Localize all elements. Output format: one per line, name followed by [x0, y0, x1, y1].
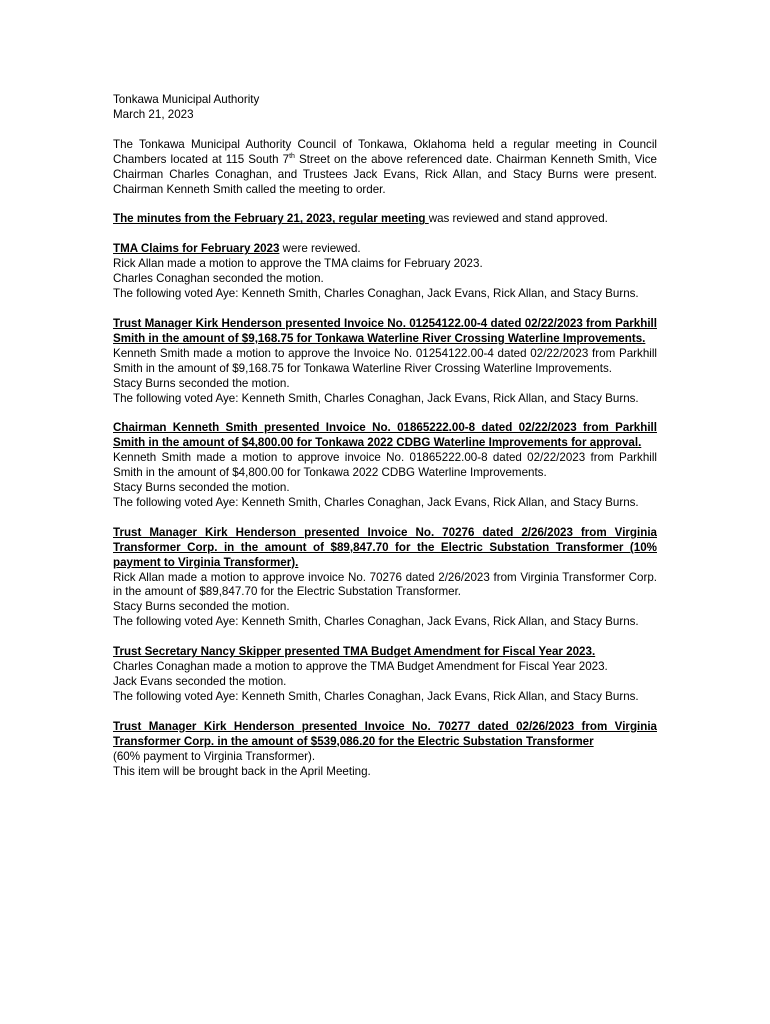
- invoice4-note: This item will be brought back in the April Meeting.: [113, 764, 371, 778]
- invoice1-vote: The following voted Aye: Kenneth Smith, Charles Conaghan, Jack Evans, Rick Allan, and Stacy Burns.: [113, 391, 639, 405]
- intro-superscript: th: [289, 152, 295, 160]
- invoice1-motion: Kenneth Smith made a motion to approve the Invoice No. 01254122.00-4 dated 02/22/2023 from Parkhill Smith in the amount of $9,168.75 for Tonkawa Waterline River Crossing Waterline Improvements.: [113, 346, 657, 375]
- invoice3-second: Stacy Burns seconded the motion.: [113, 600, 290, 614]
- invoice2-motion: Kenneth Smith made a motion to approve invoice No. 01865222.00-8 dated 02/22/2023 from Parkhill Smith in the amount of $4,800.00 for Tonkawa 2022 CDBG Waterline Improvements.: [113, 451, 657, 480]
- invoice2-vote: The following voted Aye: Kenneth Smith, Charles Conaghan, Jack Evans, Rick Allan, and Stacy Burns.: [113, 495, 639, 509]
- claims-heading: TMA Claims for February 2023: [113, 242, 280, 256]
- claims-vote: The following voted Aye: Kenneth Smith, Charles Conaghan, Jack Evans, Rick Allan, and Stacy Burns.: [113, 287, 639, 301]
- invoice2-section: [113, 421, 657, 510]
- invoice4-section: [113, 720, 657, 780]
- invoice3-section: [113, 526, 657, 630]
- minutes-heading: The minutes from the February 21, 2023, regular meeting: [113, 212, 429, 226]
- invoice2-second: Stacy Burns seconded the motion.: [113, 481, 290, 495]
- claims-section: [113, 242, 657, 302]
- intro-text-2: Street on the above referenced date. Chairman Kenneth Smith, Vice Chairman Charles Conaghan, and Trustees Jack Evans, Rick Allan, and Stacy Burns were present. Chairman Kenneth Smith called the meeting to order.: [113, 152, 657, 196]
- invoice1-heading: Trust Manager Kirk Henderson presented Invoice No. 01254122.00-4 dated 02/22/2023 from Parkhill Smith in the amount of $9,168.75 for Tonkawa Waterline River Crossing Waterline Improvements.: [113, 316, 657, 345]
- budget-vote: The following voted Aye: Kenneth Smith, Charles Conaghan, Jack Evans, Rick Allan, and Stacy Burns.: [113, 689, 639, 703]
- intro-text-1: The Tonkawa Municipal Authority Council of Tonkawa, Oklahoma held a regular meeting in Council Chambers located at 115 South 7: [113, 137, 657, 166]
- meeting-date: March 21, 2023: [113, 107, 194, 121]
- invoice2-heading: Chairman Kenneth Smith presented Invoice No. 01865222.00-8 dated 02/22/2023 from Parkhill Smith in the amount of $4,800.00 for Tonkawa 2022 CDBG Waterline Improvements for approval.: [113, 421, 657, 450]
- claims-second: Charles Conaghan seconded the motion.: [113, 272, 324, 286]
- budget-second: Jack Evans seconded the motion.: [113, 675, 287, 688]
- budget-section: [113, 645, 657, 705]
- invoice3-heading: Trust Manager Kirk Henderson presented Invoice No. 70276 dated 2/26/2023 from Virginia Transformer Corp. in the amount of $89,847.70 for the Electric Substation Transformer (10% payment to Virginia Transformer).: [113, 525, 657, 569]
- invoice4-heading-rest: (60% payment to Virginia Transformer).: [113, 749, 316, 763]
- invoice3-motion: Rick Allan made a motion to approve invoice No. 70276 dated 2/26/2023 from Virginia Transformer Corp. in the amount of $89,847.70 for the Electric Substation Transformer.: [113, 570, 657, 599]
- budget-heading: Trust Secretary Nancy Skipper presented TMA Budget Amendment for Fiscal Year 2023.: [113, 645, 596, 659]
- invoice3-vote: The following voted Aye: Kenneth Smith, Charles Conaghan, Jack Evans, Rick Allan, and Stacy Burns.: [113, 615, 639, 629]
- organization-name: Tonkawa Municipal Authority: [113, 93, 260, 106]
- claims-heading-rest: were reviewed.: [279, 242, 361, 256]
- invoice1-second: Stacy Burns seconded the motion.: [113, 376, 290, 390]
- minutes-paragraph: [113, 212, 657, 227]
- invoice1-section: [113, 317, 657, 406]
- intro-paragraph: [113, 138, 657, 198]
- claims-motion: Rick Allan made a motion to approve the TMA claims for February 2023.: [113, 257, 483, 271]
- invoice4-heading: Trust Manager Kirk Henderson presented Invoice No. 70277 dated 02/26/2023 from Virginia Transformer Corp. in the amount of $539,086.20 for the Electric Substation Transformer: [113, 719, 657, 748]
- budget-motion: Charles Conaghan made a motion to approve the TMA Budget Amendment for Fiscal Year 2023.: [113, 660, 608, 674]
- minutes-text: was reviewed and stand approved.: [428, 212, 608, 226]
